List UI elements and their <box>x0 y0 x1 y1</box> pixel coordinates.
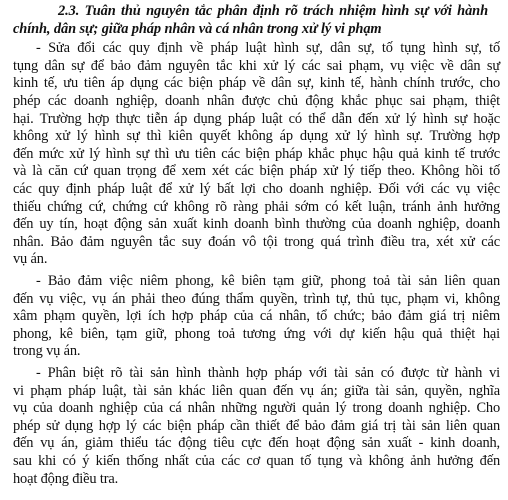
paragraph-3-line-3: vụ của doanh nghiệp của cá nhân những người quản lý trong doanh nghiệp. Cho <box>13 400 500 417</box>
paragraph-2-line-4: phong, kê biên, tạm giữ, phong toả tương ứng với dự kiến hậu quả thiệt hại <box>13 325 500 342</box>
paragraph-1-line-5: hại. Trường hợp thực tiễn áp dụng pháp luật có thể dẫn đến xử lý hình sự hoặc <box>13 110 500 127</box>
paragraph-3-line-2: vi phạm pháp luật, tài sản khác liên quan đến vụ án; giữa tài sản, quyền, nghĩa <box>13 382 500 399</box>
paragraph-3-line-5: đến vụ án, giảm thiểu tác động tiêu cực đến hoạt động sản xuất - kinh doanh, <box>13 435 500 452</box>
paragraph-1-line-2: tụng dân sự để bảo đảm nguyên tắc khi xử lý các sai phạm, vụ việc về dân sự <box>13 57 500 74</box>
paragraph-1-line-9: các quy định pháp luật để xử lý bất lợi cho doanh nghiệp. Đối với các vụ việc <box>13 181 500 197</box>
paragraph-3-line-7: hoạt động điều tra. <box>13 470 119 487</box>
paragraph-2-line-3: xâm phạm quyền, lợi ích hợp pháp của cá nhân, tổ chức; bảo đảm giá trị niêm <box>13 308 500 325</box>
paragraph-1-line-3: kinh tế, ưu tiên áp dụng các biện pháp về dân sự, kinh tế, hành chính trước, cho <box>13 75 500 92</box>
section-heading-line-2: chính, dân sự; giữa pháp nhân và cá nhân trong xử lý vi phạm <box>13 20 382 37</box>
paragraph-2-line-2: đến vụ việc, vụ án phải theo đúng thẩm quyền, trình tự, thủ tục, phạm vi, không <box>13 290 500 307</box>
paragraph-1-line-7: đến mức xử lý hình sự thì ưu tiên các biện pháp khắc phục hậu quả kinh tế trước <box>13 145 500 162</box>
paragraph-1-line-4: phép các doanh nghiệp, doanh nhân được chủ động khắc phục sai phạm, thiệt <box>13 93 500 109</box>
paragraph-1-line-10: thiếu chứng cứ, chứng cứ không rõ ràng phải sớm có kết luận, tránh ảnh hưởng <box>13 198 500 215</box>
paragraph-3-line-6: sau khi có ý kiến thống nhất của các cơ quan tố tụng và không ảnh hưởng đến <box>13 453 500 469</box>
section-heading-line-1: 2.3. Tuân thủ nguyên tắc phân định rõ trách nhiệm hình sự với hành <box>58 3 488 19</box>
paragraph-3-line-4: phép sử dụng hợp lý các biện pháp cần thiết để bảo đảm giá trị tài sản liên quan <box>13 417 500 434</box>
paragraph-3-line-1: - Phân biệt rõ tài sản hình thành hợp pháp với tài sản có được từ hành vi <box>36 365 500 381</box>
paragraph-1-line-13: vụ án. <box>13 251 48 268</box>
paragraph-2-line-5: trong vụ án. <box>13 343 81 360</box>
paragraph-1-line-8: và là căn cứ quan trọng để xem xét các biện pháp xử lý tiếp theo. Không hồi tố <box>13 163 500 180</box>
paragraph-2-line-1: - Bảo đảm việc niêm phong, kê biên tạm giữ, phong toả tài sản liên quan <box>36 273 500 289</box>
paragraph-1-line-1: - Sửa đổi các quy định về pháp luật hình sự, dân sự, tố tụng hình sự, tố <box>36 40 500 57</box>
paragraph-1-line-11: đến uy tín, hoạt động sản xuất kinh doanh bình thường của doanh nghiệp, doanh <box>13 216 500 233</box>
paragraph-1-line-6: không xử lý hình sự thì kiên quyết không áp dụng xử lý hình sự. Trường hợp <box>13 128 500 145</box>
paragraph-1-line-12: nhân. Bảo đảm nguyên tắc suy đoán vô tội trong quá trình điều tra, xét xử các <box>13 233 500 250</box>
